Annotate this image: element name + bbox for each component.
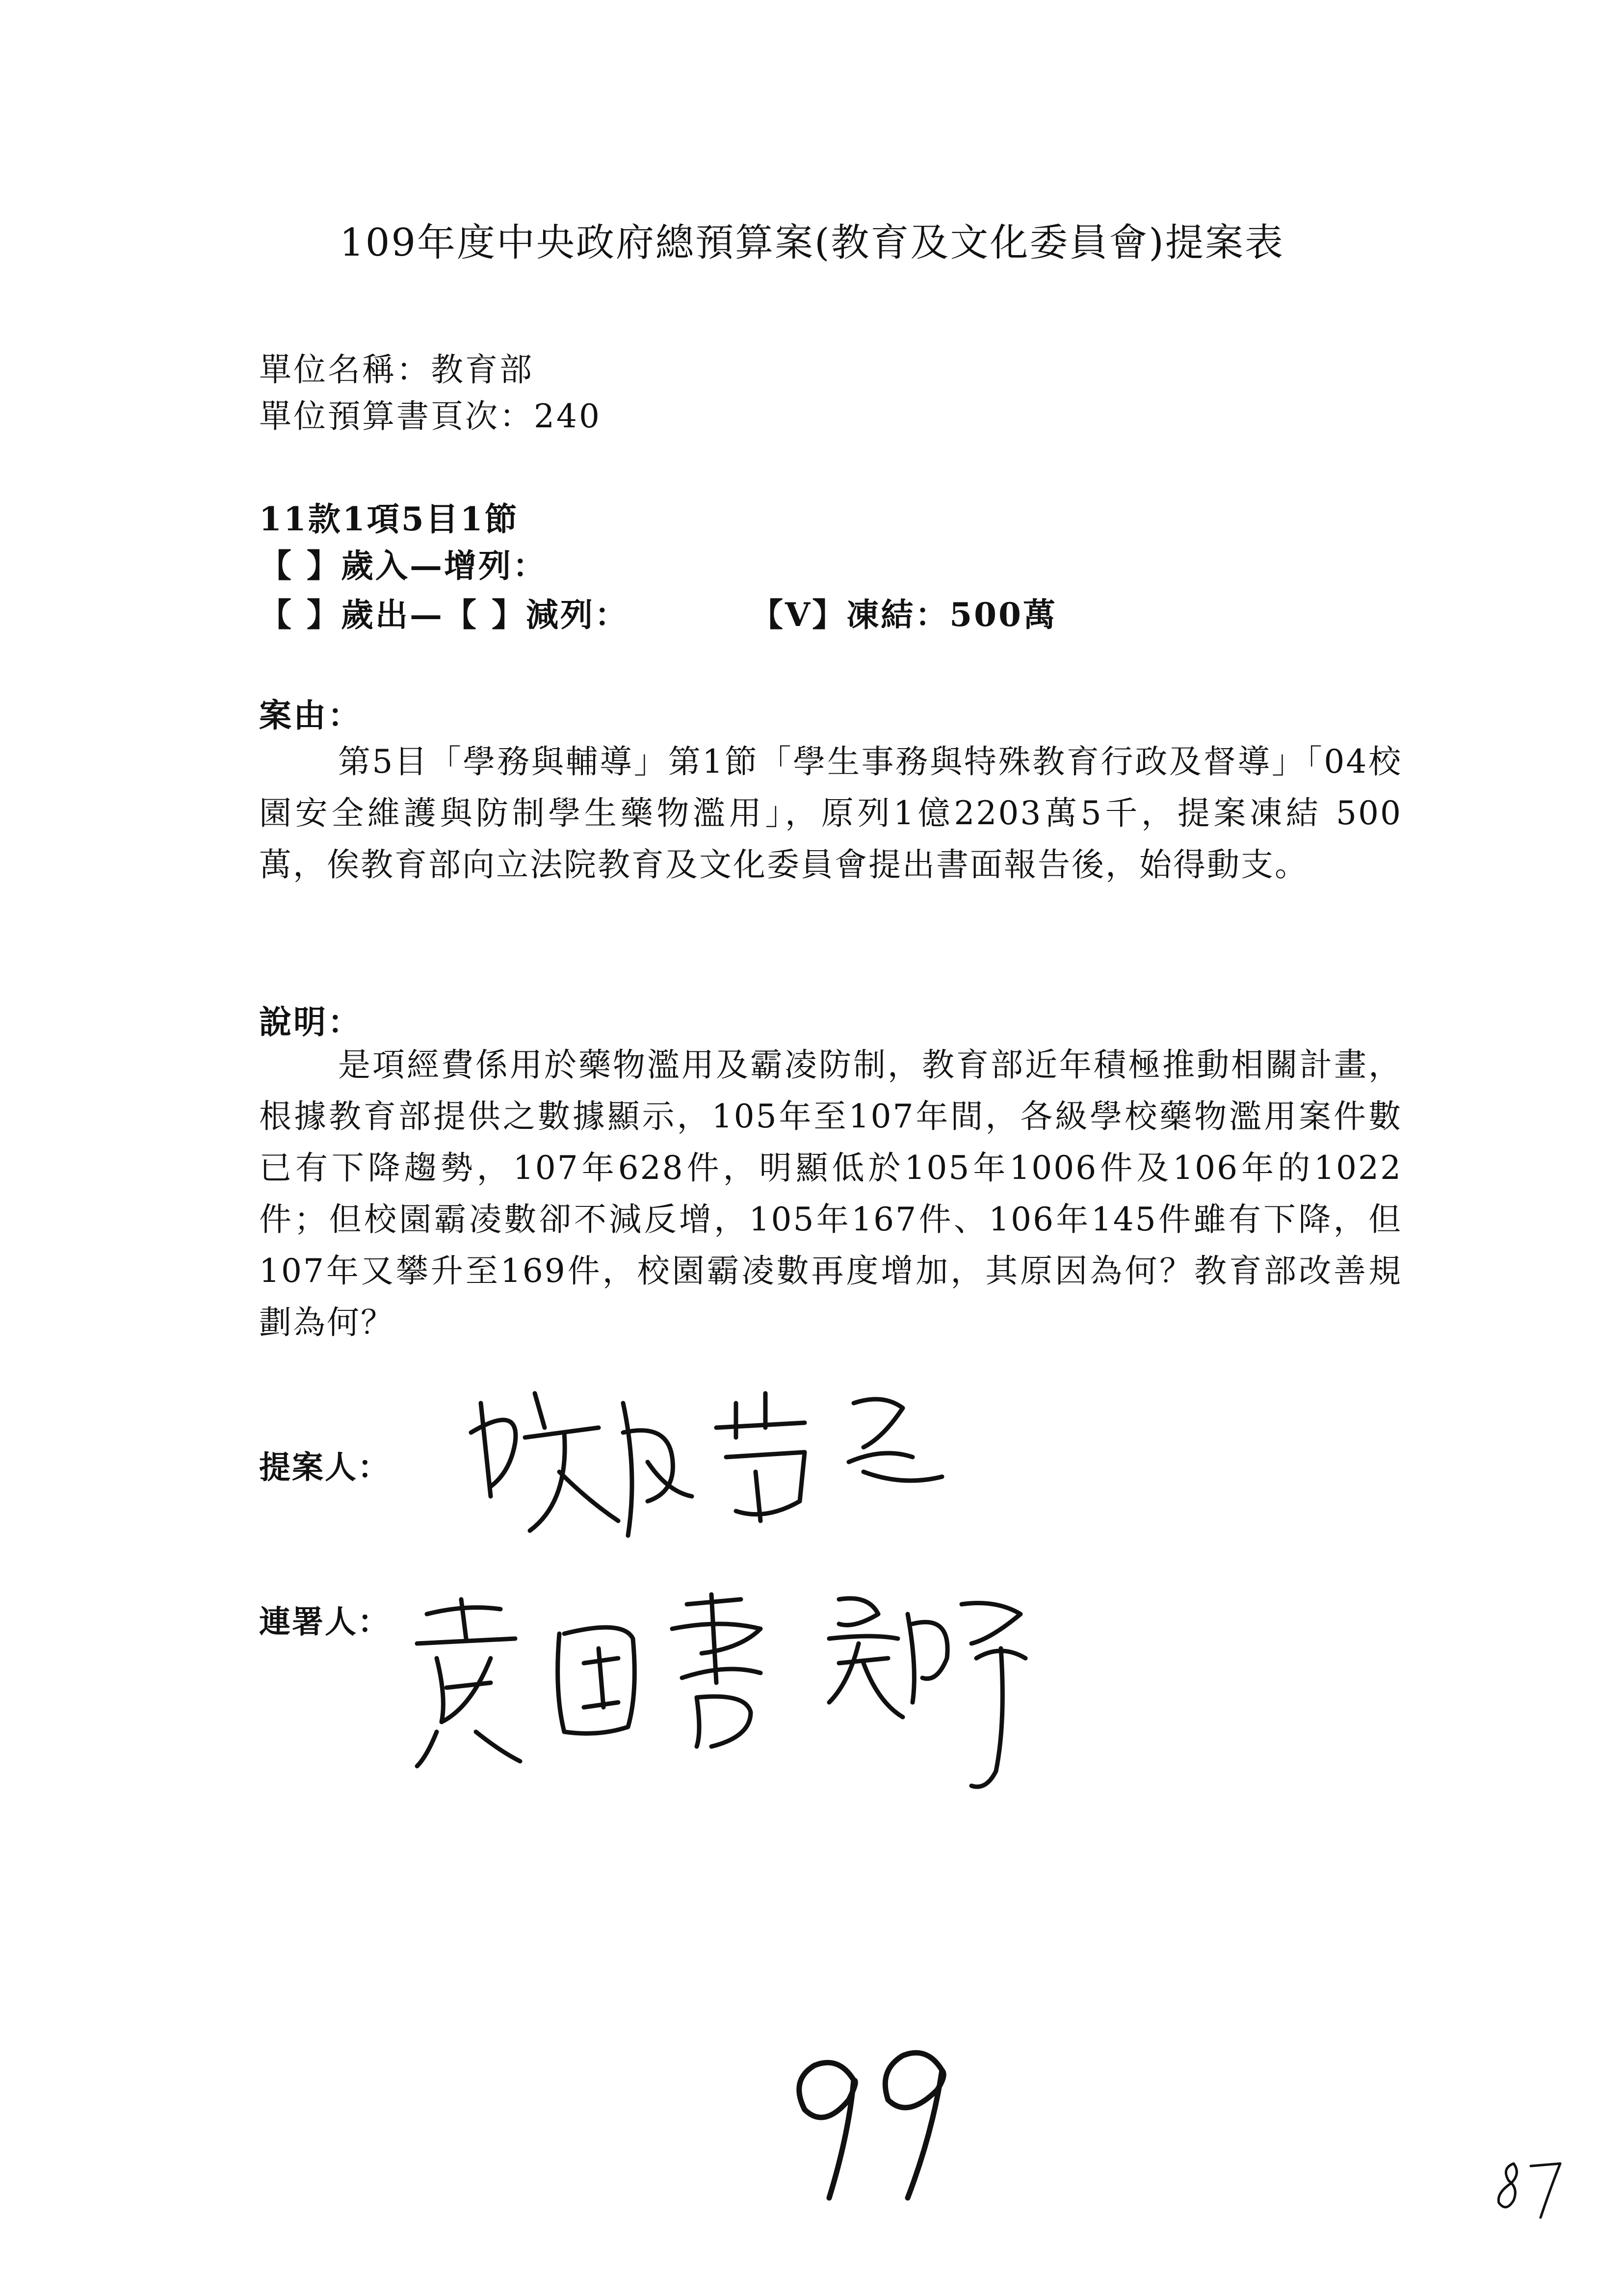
unit-name-value: 教育部 (431, 351, 534, 389)
unit-page-value: 240 (534, 397, 602, 435)
freeze-line: 【V】凍結：500萬 (751, 596, 1057, 634)
proposer-signature (461, 1374, 1001, 1580)
expense-line: 【 】歲出—【 】減列： (259, 596, 629, 634)
revenue-line: 【 】歲入—增列： (259, 547, 547, 585)
reason-body (259, 736, 1402, 890)
proposer-label: 提案人： (259, 1449, 391, 1486)
explanation-heading: 說明： (259, 1003, 362, 1041)
unit-page-label: 單位預算書頁次： (259, 397, 534, 435)
explanation-body (259, 1039, 1402, 1348)
page-title: 109年度中央政府總預算案(教育及文化委員會)提案表 (340, 221, 1284, 265)
corner-page-number (1492, 2154, 1570, 2227)
item-code: 11款1項5目1節 (259, 500, 519, 538)
handwritten-page-number (770, 2036, 976, 2213)
reason-text: 第5目「學務與輔導」第1節「學生事務與特殊教育行政及督導」「04校園安全維護與防制學生藥物濫用」，原列1億2203萬5千，提案凍結 500 萬，俟教育部向立法院教育及文化委員會提出書面報告後，始得動支。 (259, 743, 1402, 884)
cosigner-signature (407, 1585, 1192, 1810)
explanation-text: 是項經費係用於藥物濫用及霸凌防制，教育部近年積極推動相關計畫，根據教育部提供之數據顯示，105年至107年間，各級學校藥物濫用案件數已有下降趨勢，107年628件，明顯低於105年1006件及106年的1022件；但校園霸凌數卻不減反增，105年167件、106年145件雖有下降，但107年又攀升至169件，校園霸凌數再度增加，其原因為何？教育部改善規劃為何？ (259, 1046, 1402, 1341)
reason-heading: 案由： (259, 696, 362, 734)
cosigner-label: 連署人： (259, 1604, 391, 1641)
unit-name-row (259, 343, 534, 390)
unit-name-label: 單位名稱： (259, 351, 431, 389)
unit-page-row (259, 390, 602, 437)
